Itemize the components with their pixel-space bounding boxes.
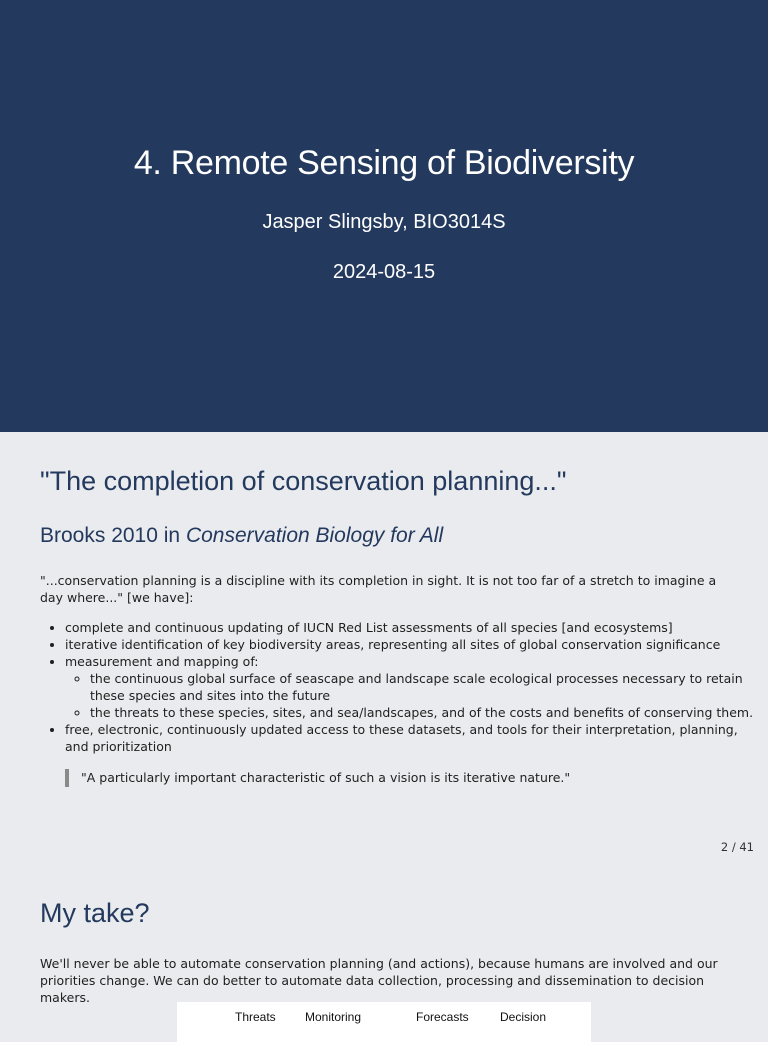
subheading-prefix: Brooks 2010 in: [40, 524, 186, 547]
figure-label-forecasts: Forecasts: [416, 1010, 469, 1024]
bullet-list: [40, 619, 755, 755]
sub-bullet-item: ◦ the continuous global surface of seascape and landscape scale ecological processes necessary to retain these species and sites into the future: [90, 670, 755, 704]
slide-heading: "The completion of conservation planning...": [40, 466, 567, 496]
bullet-item-with-sublist: [65, 653, 755, 721]
slide-subheading: [40, 524, 443, 548]
intro-text: "...conservation planning is a discipline with its completion in sight. It is not too far of a stretch to imagine a day where..." [we have]:: [40, 573, 717, 605]
sub-bullet-item: ◦ the threats to these species, sites, and sea/landscapes, and of the costs and benefits of conserving them.: [90, 704, 755, 721]
bullet-text: measurement and mapping of:: [65, 654, 259, 669]
decision-cycle-figure: [177, 1002, 591, 1042]
title-slide: [0, 0, 768, 432]
book-title: Conservation Biology for All: [185, 524, 444, 547]
figure-label-monitoring: Monitoring: [305, 1010, 362, 1024]
presentation-title: 4. Remote Sensing of Biodiversity: [133, 144, 635, 182]
page-number: 2 / 41: [720, 840, 754, 854]
slide-heading: My take?: [40, 898, 150, 928]
author-line: Jasper Slingsby, BIO3014S: [262, 211, 506, 233]
bullet-item: • complete and continuous updating of IUCN Red List assessments of all species [and ecosystems]: [65, 619, 755, 636]
presentation-date: 2024-08-15: [332, 261, 436, 283]
paragraph: We'll never be able to automate conservation planning (and actions), because humans are involved and our priorities change. We can do better to automate data collection, processing and dissemination to decision makers.: [40, 956, 718, 1005]
blockquote: "A particularly important characteristic of such a vision is its iterative nature.": [65, 769, 570, 787]
sub-bullet-list: [65, 670, 755, 721]
figure-label-decision: Decision: [500, 1010, 547, 1024]
slide-my-take: [0, 862, 768, 1024]
slide-conservation-planning: [0, 432, 768, 862]
bullet-item: • iterative identification of key biodiversity areas, representing all sites of global conservation significance: [65, 636, 755, 653]
figure-label-threats: Threats: [235, 1010, 276, 1024]
bullet-item: • free, electronic, continuously updated access to these datasets, and tools for their interpretation, planning, and prioritization: [65, 721, 755, 755]
